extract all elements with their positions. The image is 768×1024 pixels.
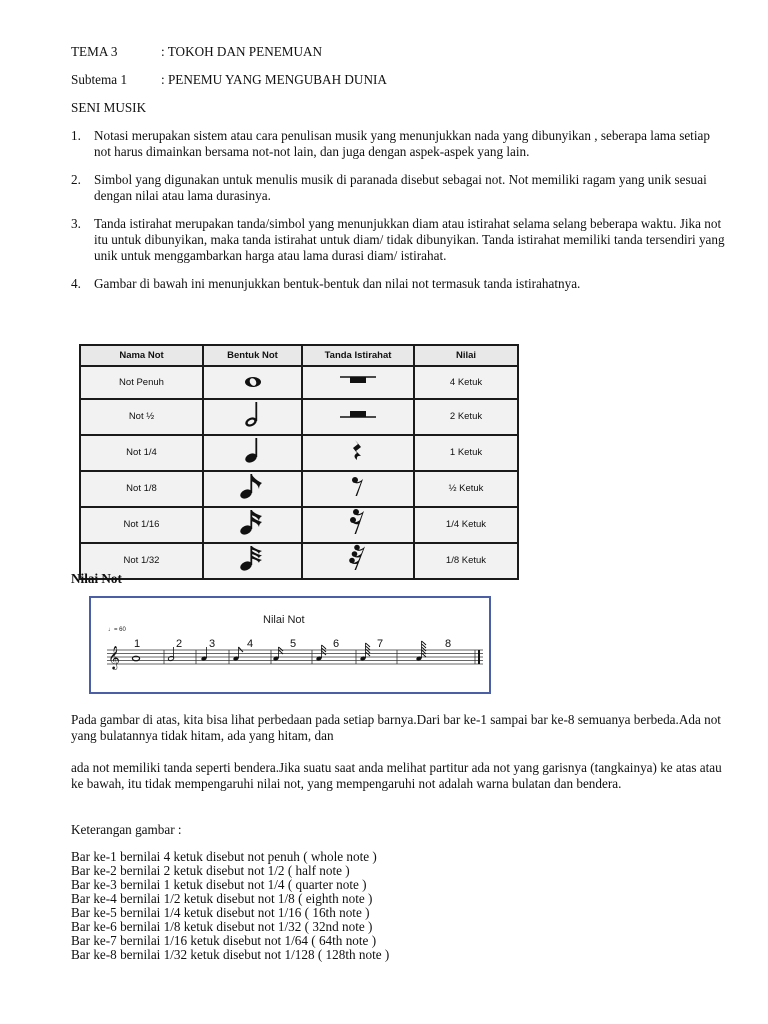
bar-number: 5 (290, 638, 297, 650)
hundred-twenty-eighth-note-icon (416, 641, 426, 661)
note-name-cell: Not 1/8 (80, 471, 203, 507)
list-item: 3. Tanda istirahat merupakan tanda/simbol yang menunjukkan diam atau istirahat selama selang beberapa waktu. Jika not itu untuk dibunyikan, maka tanda istirahat untuk diam/ tidak dibunyikan. Tanda istirahat memiliki tanda tersendiri yang unik untuk menggambarkan harga atau lama durasi diam/ istirahat. (71, 216, 725, 263)
paragraph-keterangan: Keterangan gambar : (71, 822, 182, 837)
staff-title: Nilai Not (263, 614, 305, 626)
thirty-second-note-icon (203, 543, 302, 579)
note-values-staff-figure (89, 596, 491, 694)
tema-key: TEMA 3 (71, 44, 118, 59)
list-item-text: Notasi merupakan sistem atau cara penulisan musik yang menunjukkan nada yang dibunyikan , seberapa lama setiap not harus dimainkan bersama not-not lain, dan juga dengan aspek-aspek yang lain. (94, 128, 710, 159)
bar-number: 8 (445, 638, 452, 650)
bar-description-list (71, 850, 389, 962)
note-name-cell: Not Penuh (80, 366, 203, 399)
col-header-name: Nama Not (80, 345, 203, 366)
quarter-note-icon (201, 647, 208, 661)
note-value-cell: 1 Ketuk (414, 435, 518, 471)
sixteenth-rest-icon (302, 507, 414, 543)
sixteenth-note-icon (203, 507, 302, 543)
table-row (80, 507, 518, 543)
list-item: Bar ke-5 bernilai 1/4 ketuk disebut not 1/16 ( 16th note ) (71, 905, 370, 920)
list-item: Bar ke-6 bernilai 1/8 ketuk disebut not 1/32 ( 32nd note ) (71, 919, 373, 934)
quarter-note-icon (203, 435, 302, 471)
list-item-text: Gambar di bawah ini menunjukkan bentuk-bentuk dan nilai not termasuk tanda istirahatnya. (94, 276, 581, 291)
bar-number: 7 (377, 638, 384, 650)
bar-number: 4 (247, 638, 254, 650)
note-value-cell: 1/8 Ketuk (414, 543, 518, 579)
col-header-rest: Tanda Istirahat (302, 345, 414, 366)
half-rest-icon (302, 399, 414, 435)
quarter-rest-icon (302, 435, 414, 471)
col-header-value: Nilai (414, 345, 518, 366)
tema-line (71, 44, 322, 60)
note-name-cell: Not ½ (80, 399, 203, 435)
table-row (80, 471, 518, 507)
paragraph: Pada gambar di atas, kita bisa lihat perbedaan pada setiap barnya.Dari bar ke-1 sampai bar ke-8 semuanya berbeda.Ada not yang bulatannya tidak hitam, ada yang hitam, dan (71, 712, 721, 743)
list-item: Bar ke-3 bernilai 1 ketuk disebut not 1/4 ( quarter note ) (71, 877, 367, 892)
paragraph: ada not memiliki tanda seperti bendera.Jika suatu saat anda melihat partitur ada not yang garisnya (tangkainya) ke atas atau ke bawah, itu tidak mempengaruhi nilai not, yang mempengaruhi not adalah warna bulatan dan bendera. (71, 760, 722, 791)
list-item: Bar ke-2 bernilai 2 ketuk disebut not 1/2 ( half note ) (71, 863, 350, 878)
note-name-cell: Not 1/16 (80, 507, 203, 543)
table-header-row (80, 345, 518, 366)
note-value-cell: 1/4 Ketuk (414, 507, 518, 543)
list-item: Bar ke-7 bernilai 1/16 ketuk disebut not 1/64 ( 64th note ) (71, 933, 377, 948)
list-item: 1. Notasi merupakan sistem atau cara penulisan musik yang menunjukkan nada yang dibunyikan , seberapa lama setiap not harus dimainkan bersama not-not lain, dan juga dengan aspek-aspek yang lain. (71, 128, 710, 159)
music-staff (91, 598, 489, 692)
tempo-marking: ♩= 60 (108, 627, 126, 633)
bar-number: 1 (134, 638, 141, 650)
sixteenth-note-icon (273, 647, 283, 661)
subtema-key: Subtema 1 (71, 72, 128, 87)
list-item: Bar ke-4 bernilai 1/2 ketuk disebut not 1/8 ( eighth note ) (71, 891, 373, 906)
subtema-line (71, 72, 387, 88)
subject-title: SENI MUSIK (71, 100, 147, 115)
note-values-table (79, 344, 519, 580)
half-note-icon (203, 399, 302, 435)
table-row (80, 435, 518, 471)
subtema-value: : PENEMU YANG MENGUBAH DUNIA (161, 72, 387, 87)
note-name-cell: Not 1/32 (80, 543, 203, 579)
bar-number: 6 (333, 638, 340, 650)
note-value-cell: ½ Ketuk (414, 471, 518, 507)
half-note-icon (168, 647, 175, 661)
thirty-second-rest-icon (302, 543, 414, 579)
note-value-cell: 4 Ketuk (414, 366, 518, 399)
note-value-cell: 2 Ketuk (414, 399, 518, 435)
bar-number: 3 (209, 638, 216, 650)
table-row (80, 399, 518, 435)
section-title-nilai-not: Nilai Not (71, 571, 122, 586)
eighth-note-icon (233, 647, 243, 661)
list-item: Bar ke-1 bernilai 4 ketuk disebut not penuh ( whole note ) (71, 849, 377, 864)
eighth-rest-icon (302, 471, 414, 507)
treble-clef-icon: 𝄞 (108, 645, 120, 669)
list-item: 4. Gambar di bawah ini menunjukkan bentuk-bentuk dan nilai not termasuk tanda istirahatnya. (71, 276, 581, 291)
table-row (80, 543, 518, 579)
col-header-shape: Bentuk Not (203, 345, 302, 366)
whole-rest-icon (302, 366, 414, 399)
eighth-note-icon (203, 471, 302, 507)
sixty-fourth-note-icon (360, 643, 370, 661)
list-item-text: Simbol yang digunakan untuk menulis musik di paranada disebut sebagai not. Not memiliki ragam yang unik sesuai dengan nilai atau lama durasinya. (94, 172, 707, 203)
numbered-list (71, 128, 726, 304)
bar-number: 2 (176, 638, 183, 650)
note-name-cell: Not 1/4 (80, 435, 203, 471)
list-item-text: Tanda istirahat merupakan tanda/simbol yang menunjukkan diam atau istirahat selama selang beberapa waktu. Jika not itu untuk dibunyikan, maka tanda istirahat untuk diam/ tidak dibunyikan. Tanda istirahat memiliki tanda tersendiri yang unik untuk menggambarkan harga atau lama durasi diam/ istirahat. (94, 216, 725, 263)
whole-note-icon (203, 366, 302, 399)
list-item: 2. Simbol yang digunakan untuk menulis musik di paranada disebut sebagai not. Not memiliki ragam yang unik sesuai dengan nilai atau lama durasinya. (71, 172, 707, 203)
tema-value: : TOKOH DAN PENEMUAN (161, 44, 323, 59)
table-row (80, 366, 518, 399)
list-item: Bar ke-8 bernilai 1/32 ketuk disebut not 1/128 ( 128th note ) (71, 947, 390, 962)
